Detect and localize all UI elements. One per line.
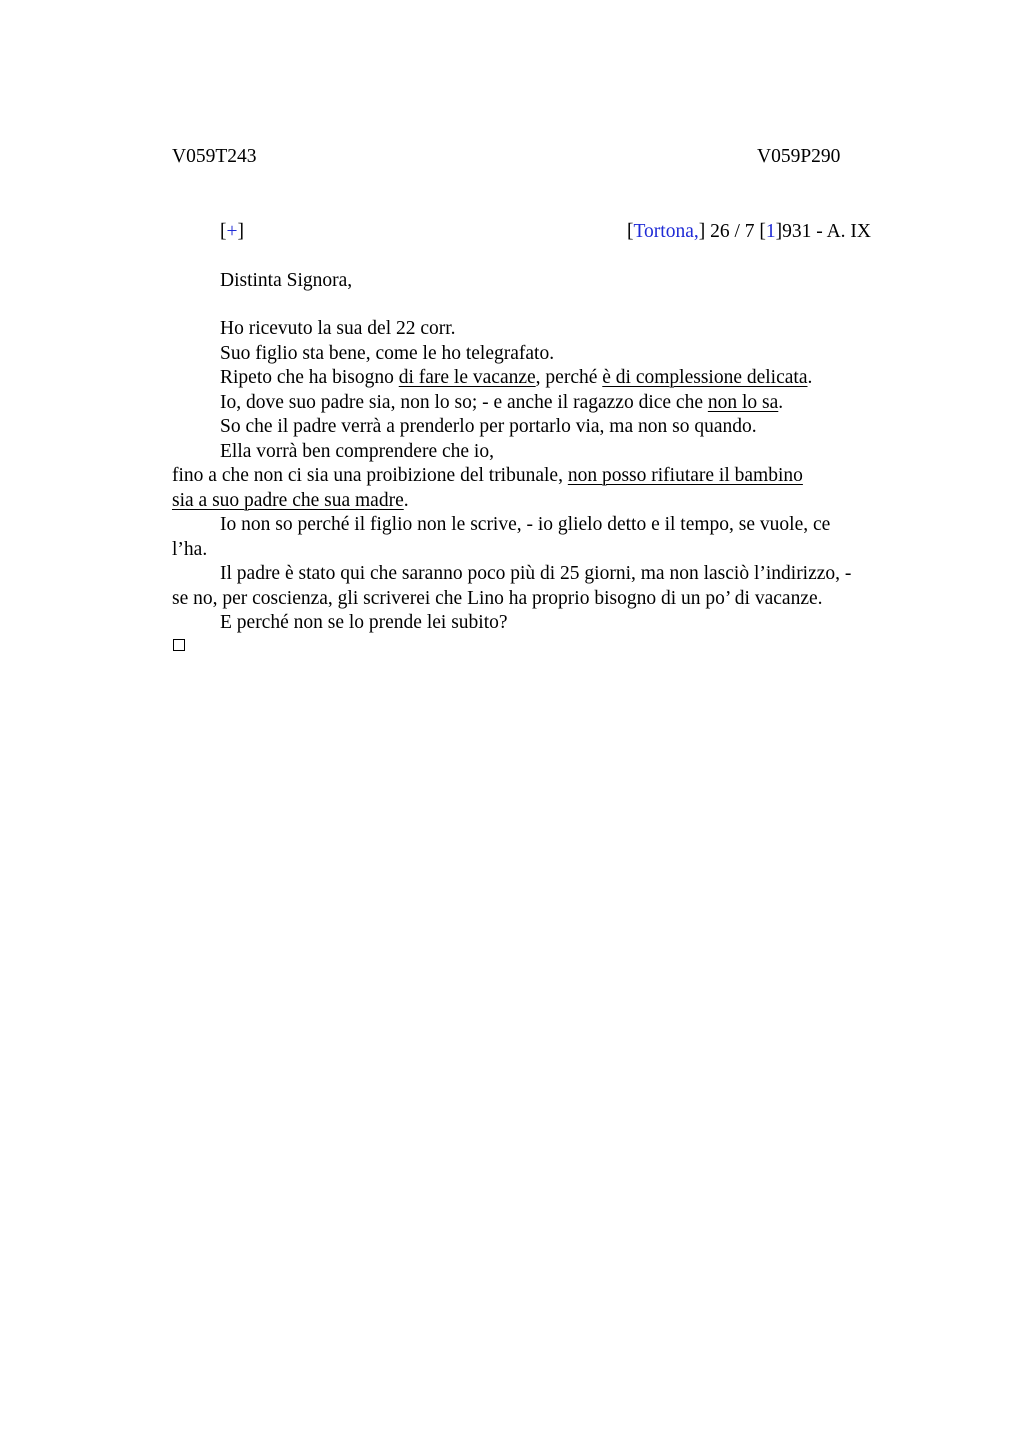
place-link[interactable]: Tortona, xyxy=(633,221,699,242)
underlined-phrase: è di complessione delicata xyxy=(602,367,808,388)
year-digit-link[interactable]: 1 xyxy=(765,221,776,242)
body-line: Ella vorrà ben comprendere che io, xyxy=(220,441,494,462)
body-line: sia a suo padre che sua madre. xyxy=(172,490,409,511)
underlined-phrase: di fare le vacanze xyxy=(398,367,536,388)
cross-marker-link[interactable]: + xyxy=(226,221,238,242)
body-line: Io, dove suo padre sia, non lo so; - e anche il ragazzo dice che non lo sa. xyxy=(220,392,784,413)
document-code-left: V059T243 xyxy=(172,146,257,167)
underlined-phrase: non lo sa xyxy=(707,392,779,413)
body-line: se no, per coscienza, gli scriverei che Lino ha proprio bisogno di un po’ di vacanze. xyxy=(172,588,823,609)
end-marker-box xyxy=(173,639,185,651)
dateline: [Tortona,] 26 / 7 [1]931 - A. IX xyxy=(627,221,871,242)
body-line: l’ha. xyxy=(172,539,208,560)
body-line: E perché non se lo prende lei subito? xyxy=(220,612,508,633)
salutation: Distinta Signora, xyxy=(220,270,353,291)
body-line: Ripeto che ha bisogno di fare le vacanze, perché è di complessione delicata. xyxy=(220,367,813,388)
cross-marker: [+] xyxy=(220,221,244,242)
body-line: fino a che non ci sia una proibizione del tribunale, non posso rifiutare il bambino xyxy=(172,465,803,486)
body-line: Suo figlio sta bene, come le ho telegrafato. xyxy=(220,343,555,364)
underlined-phrase: non posso rifiutare il bambino xyxy=(567,465,803,486)
body-line: So che il padre verrà a prenderlo per portarlo via, ma non so quando. xyxy=(220,416,757,437)
body-line: Io non so perché il figlio non le scrive, - io glielo detto e il tempo, se vuole, ce xyxy=(220,514,831,535)
body-line: Ho ricevuto la sua del 22 corr. xyxy=(220,318,456,339)
body-line: Il padre è stato qui che saranno poco più di 25 giorni, ma non lasciò l’indirizzo, - xyxy=(220,563,852,584)
document-code-right: V059P290 xyxy=(757,146,841,167)
underlined-phrase: sia a suo padre che sua madre xyxy=(172,490,404,511)
